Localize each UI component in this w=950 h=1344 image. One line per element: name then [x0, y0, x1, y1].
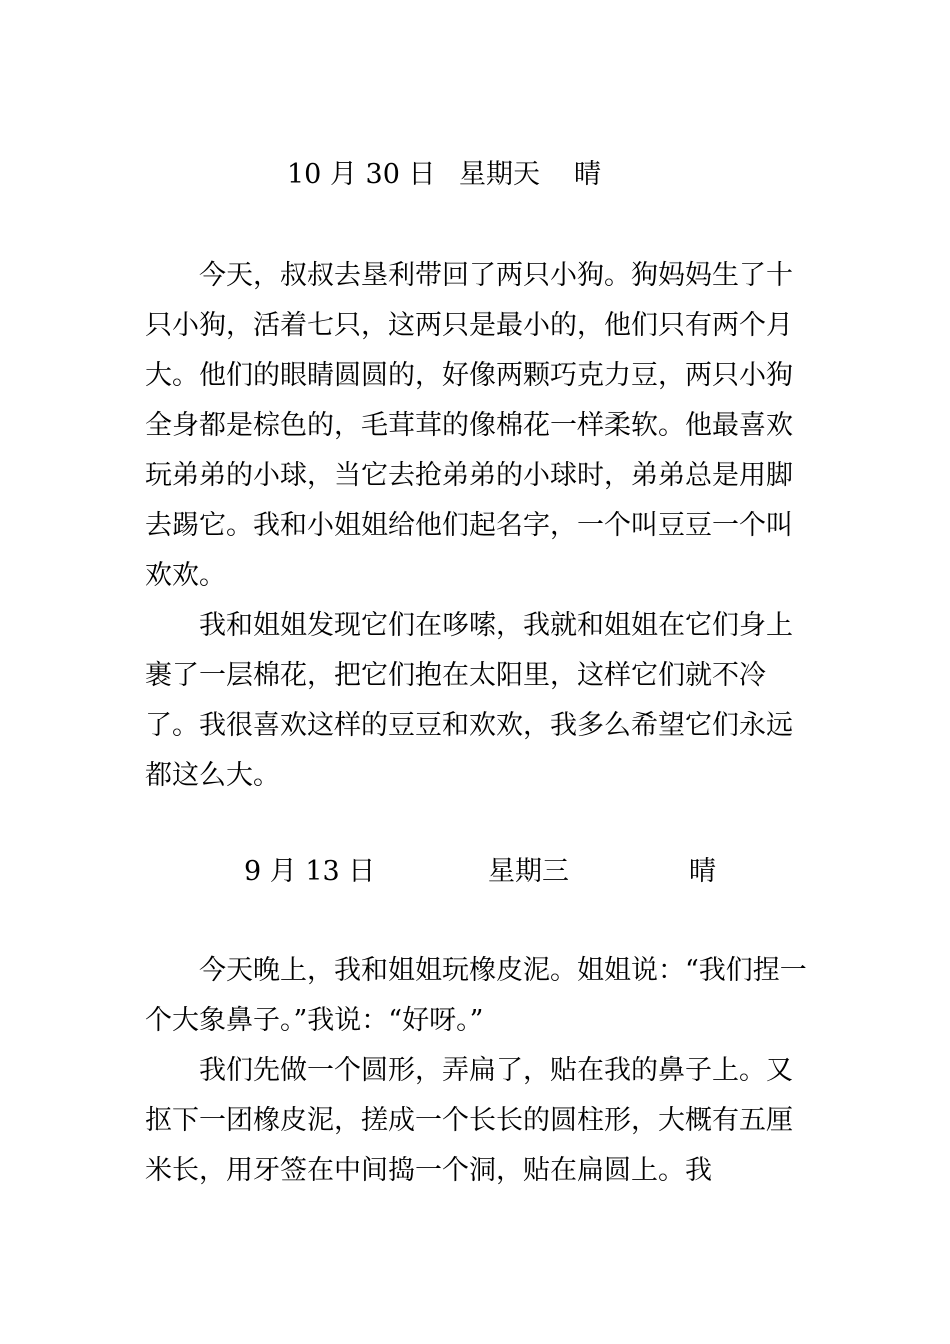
- entry1-weather: 晴: [574, 159, 601, 190]
- entry2-body: [145, 946, 810, 1196]
- entry2-weather: 晴: [689, 856, 716, 887]
- entry2-paragraph-2: 我们先做一个圆形，弄扁了，贴在我的鼻子上。又抠下一团橡皮泥，搓成一个长长的圆柱形，大概有五厘米长，用牙签在中间捣一个洞，贴在扁圆上。我: [145, 1055, 793, 1186]
- entry2-date: 9 月 13 日: [244, 856, 376, 887]
- entry2-weekday: 星期三: [488, 856, 569, 887]
- entry1-date: 10 月 30 日: [287, 159, 436, 190]
- entry1-weekday: 星期天: [459, 159, 540, 190]
- entry1-paragraph-1: 今天，叔叔去垦利带回了两只小狗。狗妈妈生了十只小狗，活着七只，这两只是最小的，他们只有两个月大。他们的眼睛圆圆的，好像两颗巧克力豆，两只小狗全身都是棕色的，毛茸茸的像棉花一样柔软。他最喜欢玩弟弟的小球，当它去抢弟弟的小球时，弟弟总是用脚去踢它。我和小姐姐给他们起名字，一个叫豆豆一个叫欢欢。: [145, 260, 793, 591]
- entry1-paragraph-2: 我和姐姐发现它们在哆嗦，我就和姐姐在它们身上裹了一层棉花，把它们抱在太阳里，这样它们就不冷了。我很喜欢这样的豆豆和欢欢，我多么希望它们永远都这么大。: [145, 610, 793, 791]
- entry1-body: [145, 251, 810, 801]
- entry2-paragraph-1: 今天晚上，我和姐姐玩橡皮泥。姐姐说：“我们捏一个大象鼻子。”我说：“好呀。”: [145, 955, 807, 1036]
